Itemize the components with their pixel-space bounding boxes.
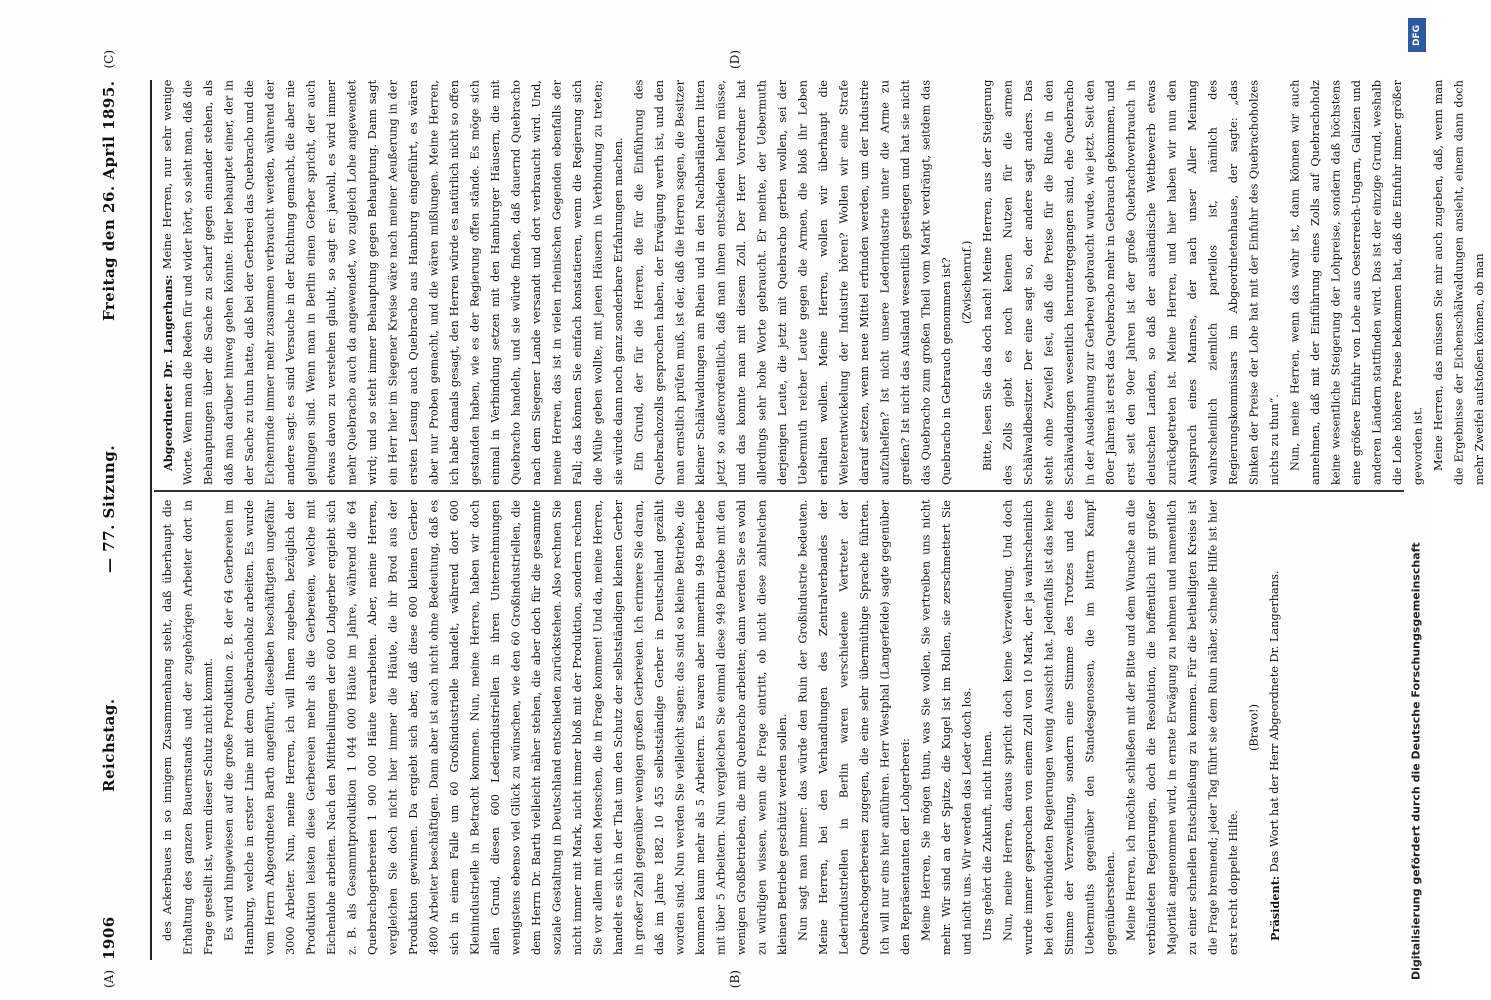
left-paragraph: Meine Herren, ich möchte schließen mit der Bitte und dem Wunsche an die verbündeten Regierungen, doch die Resolution, die hoffentlich mit großer Majorität angenommen wird, in ernste Erwägung zu nehmen und namentlich zu einer schnellen Entschließung zu kommen. Für die betheiligten Kreise ist die Frage brennend; jeder Tag führt sie dem Ruin näher, schnelle Hilfe ist hier erst recht doppelte Hilfe. <box>1124 500 1240 955</box>
margin-mark-a: (A) <box>102 970 116 989</box>
margin-mark-d: (D) <box>728 50 742 69</box>
column-divider <box>154 490 1404 492</box>
right-paragraph: Ein Grund, der für die Herren, die für die Einführung des Quebrachozolls gesprochen haben, der Erwägung werth ist, und den man ernstlich prüfen muß, ist der, daß die Herren sagen, die Besitzer kleiner Schälwaldungen am Rhein und in den Nachbarländern litten jetzt so außerordentlich, daß man ihnen entschieden helfen müsse, und das konnte man mit diesem Zoll. Der Herr Vorredner hat allerdings sehr hohe Worte gebraucht. Er meinte, der Uebermuth derjenigen Leute, die jetzt mit Quebracho gerben wollen, sei der Uebermuth reicher Leute gegen die Armen, die bloß ihr Leben erhalten wollen. Meine Herren, wollen wir überhaupt die Weiterentwickelung der Industrie hören? Wollen wir eine Strafe darauf setzen, wenn neue Mittel erfunden werden, um der Industrie aufzuhelfen? Ist nicht unsere Lederindustrie unter die Arme zu greifen? Ist nicht das Ausland wesentlich gestiegen und hat sie nicht das Quebracho zum großen Theil vom Markt verdrängt, seitdem das Quebracho in Gebrauch genommen ist? <box>632 80 953 485</box>
running-header <box>100 80 148 960</box>
left-paragraph: Nun, meine Herren, daraus spricht doch keine Verzweiflung. Und doch wurde immer gesprochen von einem Zoll von 10 Mark, der ja wahrscheinlich bei den verbündeten Regierungen wenig Aussicht hat. Jedenfalls ist das keine Stimme der Verzweiflung, sondern eine Stimme des Trotzes und des Uebermuths gegenüber den Standesgenossen, die im bittern Kampf gegenüberstehen. <box>1001 500 1117 955</box>
margin-mark-b: (B) <box>728 970 742 989</box>
left-paragraph: Nun sagt man immer: das würde den Ruin der Großindustrie bedeuten. Meine Herren, bei den Verhandlungen des Zentralverbandes der Lederindustriellen in Berlin waren verschiedene Vertreter der Quebrachogerbereien zugegen, die eine sehr übermüthige Sprache führten. Ich will nur eins hier anführen. Herr Westphal (Langerfelde) sagte gegenüber den Repräsentanten der Lohgerberei: <box>796 500 912 955</box>
right-paragraph: Meine Herren, das müssen Sie mir auch zugeben, daß, wenn man die Ergebnisse der Eichenschälwaldungen ansieht, einem dann doch mehr Zweifel aufstoßen können, ob man <box>1432 80 1486 485</box>
margin-mark-c: (C) <box>102 50 116 69</box>
dfg-logo: DFG <box>1408 18 1426 52</box>
page-number: 1906 <box>100 916 118 960</box>
right-paragraph: Nun, meine Herren, wenn das wahr ist, dann können wir auch annehmen, daß mit der Einführung eines Zolls auf Quebrachoholz keine wesentliche Steigerung der Lohpreise, sondern daß höchstens eine größere Einfuhr von Lohe aus Oesterreich-Ungarn, Galizien und anderen Ländern stattfinden wird. Das ist der einzige Grund, weshalb die Lohe höhere Preise bekommen hat, daß die Einfuhr immer größer geworden ist. <box>1288 80 1425 485</box>
left-paragraph: Meine Herren, Sie mögen thun, was Sie wollen, Sie vertreiben uns nicht mehr. Wir sind an der Spitze, die Kugel ist im Rollen, sie zerschmettert Sie und nicht uns. Wir werden das Leder doch los. <box>919 500 974 955</box>
left-paragraph: des Ackerbaues in so innigem Zusammenhang steht, daß überhaupt die Erhaltung des ganzen Bauernstands und der zugehörigen Arbeiter dort in Frage gestellt ist, wenn dieser Schutz nicht kommt. <box>161 500 215 955</box>
right-paragraph: Bitte, lesen Sie das doch nach! Meine Herren, aus der Steigerung des Zolls giebt es noch keinen Nutzen für die armen Schälwaldbesitzer. Der eine sagt so, der andere sagt anders. Das steht ohne Zweifel fest, daß die Preise für die Rinde in den Schälwaldungen wesentlich heruntergegangen sind, ehe Quebracho in der Ausdehnung zur Gerberei gebraucht wurde, wie jetzt. Seit den 80er Jahren ist erst das Quebracho mehr in Gebrauch gekommen, und erst seit den 90er Jahren ist der große Quebrachoverbrauch in deutschen Landen, so daß der ausländische Wettbewerb etwas zurückgetreten ist. Meine Herren, und hier haben wir nun den Ausspruch eines Mannes, der nach unser Aller Meinung wahrscheinlich ziemlich parteilos ist, nämlich des Regierungskommissars im Abgeordnetenhause, der sagte: „das Sinken der Preise der Lohe hat mit der Einfuhr des Quebrachoholzes nichts zu thun“. <box>981 80 1281 485</box>
closing-speaker: Präsident: <box>1268 876 1282 942</box>
header-rule <box>150 80 152 960</box>
left-paragraph: Uns gehört die Zukunft, nicht Ihnen. <box>981 731 994 942</box>
chamber-name: Reichstag. <box>100 697 118 792</box>
closing-text: Das Wort hat der Herr Abgeordnete Dr. Langerhans. <box>1268 570 1281 873</box>
left-paragraph: (Bravo!) <box>1247 704 1261 751</box>
right-paragraph: (Zwischenruf.) <box>960 240 974 325</box>
left-closing <box>1265 500 1286 955</box>
session-date: Freitag den 26. April 1895. <box>100 80 118 321</box>
opening-speaker: Abgeordneter Dr. Langerhans: <box>161 275 175 472</box>
digitization-note: Digitalisierung gefördert durch die Deutsche Forschungsgemeinschaft <box>1409 542 1423 980</box>
right-column <box>158 80 1486 485</box>
right-opening <box>158 80 630 485</box>
left-column <box>158 500 1388 955</box>
right-paragraph: Meine Herren, nur sehr wenige Worte. Wenn man die Reden für und wider hört, so sieht man, daß die Behauptungen über die Sache zu scharf gegen einander stehen, als daß man darüber hinweg gehen könnte. Hier behauptet einer, der in der Sache zu thun hatte, daß bei der Gerberei das Quebracho und die Eichenrinde immer mehr zusammen verbraucht werden, während der andere sagt: es sind Versuche in der Richtung gemacht, die aber nie gelungen sind. Wenn man in Berlin einen Gerber spricht, der auch etwas davon zu verstehen glaubt, so sagt er: jawohl, es wird immer mehr Quebracho auch da angewendet, wo zugleich Lohe angewendet wird; und so steht immer Behauptung gegen Behauptung. Dann sagt ein Herr hier im Siegener Kreise wäre nach meiner Aeußerung in der ersten Lesung auch Quebracho aus Hamburg eingeführt, es wären aber nur Proben gemacht, und die wären mißlungen. Meine Herren, ich habe damals gesagt, den Herren würde es natürlich nicht so offen gestanden haben, wie es der Regierung offen stände. Es möge sich einmal in Verbindung setzen mit den Hamburger Häusern, die mit Quebracho handeln, und sie würde finden, daß dauernd Quebracho nach dem Siegener Lande versandt und dort verbraucht wird. Und, meine Herren, das ist in vielen rheinischen Gegenden ebenfalls der Fall; das können Sie einfach konstatieren, wenn die Regierung sich die Mühe geben wollte, mit jenen Häusern in Verbindung zu treten; sie würde dann noch ganz sonderbare Erfahrungen machen. <box>161 80 625 485</box>
session-label: — 77. Sitzung. <box>100 445 118 574</box>
left-paragraph: Es wird hingewiesen auf die große Produktion z. B. der 64 Gerbereien im Hamburg, welche in erster Linie mit dem Quebrachoholz arbeiten. Es wurde vom Herrn Abgeordneten Barth angeführt, dieselben beschäftigten ungefähr 3000 Arbeiter. Nun, meine Herren, ich will Ihnen zugeben, bezüglich der Produktion leisten diese Gerbereien mehr als die Gerbereien, welche mit Eichenlohe arbeiten. Nach den Mittheilungen der 600 Lohgerber ergiebt sich z. B. als Gesammtproduktion 1 044 000 Häute im Jahre, während die 64 Quebrachogerbereien 1 900 000 Häute verarbeiten. Aber, meine Herren, vergleichen Sie doch nicht hier immer die Häute, die ihr Brod aus der Produktion gewinnen. Da ergiebt sich aber, daß diese 600 kleinen Gerber 4800 Arbeiter beschäftigen. Dann aber ist auch nicht ohne Bedeutung, daß es sich in einem Falle um 60 Großindustrielle handelt, während dort 600 Kleinindustrielle in Betracht kommen. Nun, meine Herren, haben wir doch allen Grund, diesen 600 Lederindustriellen in ihren Unternehmungen wenigstens ebenso viel Glück zu wünschen, wie den 60 Großindustriellen, die dem Herrn Dr. Barth vielleicht näher stehen, die aber doch für die gesammte soziale Gestaltung in Deutschland entschieden zurückstehen. Also rechnen Sie nicht immer mit Mark, nicht immer bloß mit der Produktion, sondern rechnen Sie vor allem mit den Menschen, die in Frage kommen! Und da, meine Herren, handelt es sich in der That um den Schutz der selbstständigen kleinen Gerber in großer Zahl gegenüber wenigen großen Gerbereien. Ich erinnere Sie daran, daß im Jahre 1882 10 455 selbstständige Gerber in Deutschland gezählt worden sind. Nun werden Sie vielleicht sagen: das sind so kleine Betriebe, die kommen kaum mehr als 5 Arbeitern. Es waren aber immerhin 949 Betriebe mit über 5 Arbeitern. Nun vergleichen Sie einmal diese 949 Betriebe mit den wenigen Großbetrieben, die mit Quebracho arbeiten; dann werden Sie es wohl zu würdigen wissen, wenn die Frage eintritt, ob nicht diese zahlreichen kleinen Betriebe geschützt werden sollen. <box>222 500 789 955</box>
